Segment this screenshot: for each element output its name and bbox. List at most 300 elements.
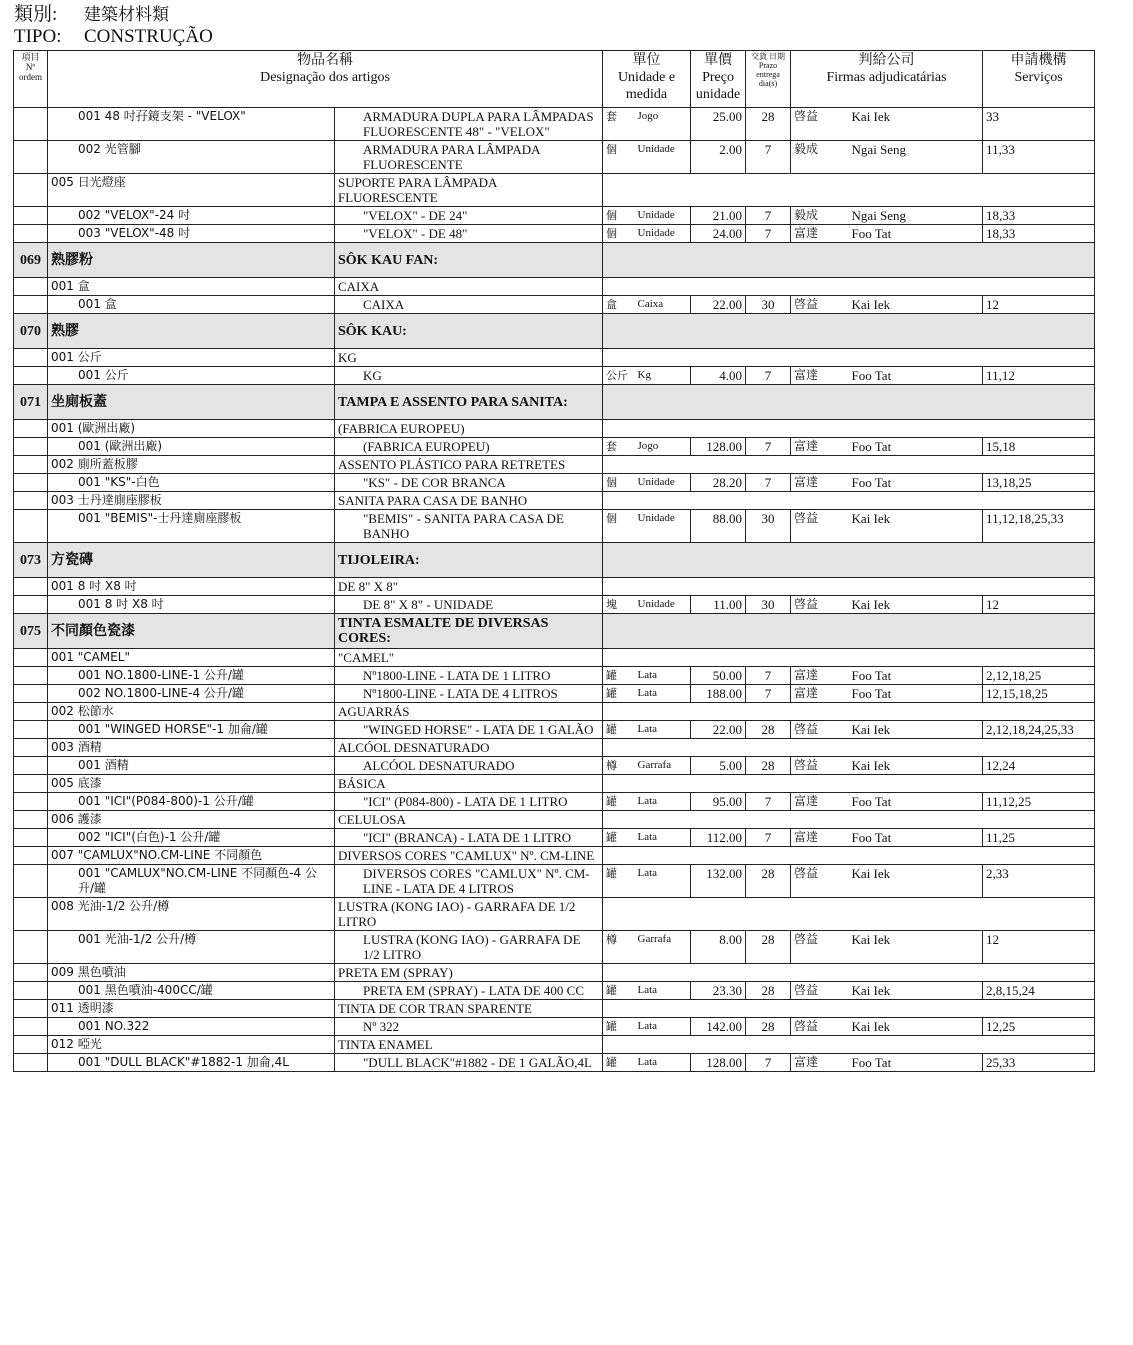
unit-zh: 樽 bbox=[603, 931, 635, 964]
item-name-pt: DE 8" X 8" - UNIDADE bbox=[335, 596, 603, 614]
item-name-zh: 002 "ICI"(白色)-1 公升/罐 bbox=[48, 829, 335, 847]
item-name-zh: 001 NO.1800-LINE-1 公升/罐 bbox=[48, 667, 335, 685]
col-unit-pt: Unidade e medida bbox=[617, 70, 676, 102]
subgroup-spacer bbox=[603, 492, 1095, 510]
unit-pt: Lata bbox=[635, 1054, 691, 1072]
unit-pt: Lata bbox=[635, 685, 691, 703]
item-number-cell bbox=[14, 931, 48, 964]
unit-pt: Unidade bbox=[635, 510, 691, 543]
subgroup-spacer bbox=[603, 278, 1095, 296]
item-number-cell bbox=[14, 721, 48, 739]
delivery-days: 7 bbox=[746, 829, 791, 847]
col-desc-pt: Designação dos artigos bbox=[260, 70, 390, 85]
subgroup-name-zh: 009 黑色噴油 bbox=[48, 964, 335, 982]
subgroup-row bbox=[14, 1000, 1095, 1018]
item-name-pt: Nº1800-LINE - LATA DE 1 LITRO bbox=[335, 667, 603, 685]
unit-zh: 罐 bbox=[603, 721, 635, 739]
subgroup-row bbox=[14, 847, 1095, 865]
subgroup-row bbox=[14, 1036, 1095, 1054]
category-line bbox=[14, 5, 169, 25]
services: 33 bbox=[983, 108, 1095, 141]
unit-price: 95.00 bbox=[691, 793, 746, 811]
subgroup-spacer bbox=[603, 811, 1095, 829]
firm-zh: 啓益 bbox=[791, 108, 849, 141]
unit-zh: 個 bbox=[603, 225, 635, 243]
group-row bbox=[14, 314, 1095, 349]
item-number-cell bbox=[14, 456, 48, 474]
item-name-pt: Nº 322 bbox=[335, 1018, 603, 1036]
col-unit-zh: 單位 bbox=[632, 53, 661, 68]
unit-pt: Garrafa bbox=[635, 757, 691, 775]
subgroup-name-zh: 001 "CAMEL" bbox=[48, 649, 335, 667]
firm-zh: 啓益 bbox=[791, 1018, 849, 1036]
services: 11,12 bbox=[983, 367, 1095, 385]
subgroup-name-zh: 005 日光燈座 bbox=[48, 174, 335, 207]
item-name-pt: "ICI" (BRANCA) - LATA DE 1 LITRO bbox=[335, 829, 603, 847]
item-number-cell bbox=[14, 578, 48, 596]
group-name-pt: TINTA ESMALTE DE DIVERSAS CORES: bbox=[335, 614, 603, 649]
unit-pt: Lata bbox=[635, 721, 691, 739]
firm-pt: Foo Tat bbox=[849, 829, 983, 847]
firm-pt: Ngai Seng bbox=[849, 141, 983, 174]
subgroup-name-pt: LUSTRA (KONG IAO) - GARRAFA DE 1/2 LITRO bbox=[335, 898, 603, 931]
delivery-days: 30 bbox=[746, 596, 791, 614]
subgroup-name-zh: 012 啞光 bbox=[48, 1036, 335, 1054]
item-number-cell bbox=[14, 847, 48, 865]
unit-zh: 罐 bbox=[603, 667, 635, 685]
services: 11,12,18,25,33 bbox=[983, 510, 1095, 543]
firm-pt: Foo Tat bbox=[849, 1054, 983, 1072]
subgroup-name-zh: 007 "CAMLUX"NO.CM-LINE 不同顏色 bbox=[48, 847, 335, 865]
col-serv-zh: 申請機構 bbox=[1010, 53, 1067, 68]
unit-zh: 罐 bbox=[603, 1018, 635, 1036]
item-number-cell bbox=[14, 982, 48, 1000]
subgroup-spacer bbox=[603, 1000, 1095, 1018]
col-item-header bbox=[14, 51, 48, 108]
firm-pt: Kai Iek bbox=[849, 721, 983, 739]
unit-pt: Garrafa bbox=[635, 931, 691, 964]
firm-pt: Kai Iek bbox=[849, 108, 983, 141]
item-number-cell bbox=[14, 174, 48, 207]
firm-pt: Foo Tat bbox=[849, 367, 983, 385]
unit-pt: Lata bbox=[635, 865, 691, 898]
delivery-days: 28 bbox=[746, 1018, 791, 1036]
col-desc-header bbox=[48, 51, 603, 108]
firm-zh: 啓益 bbox=[791, 296, 849, 314]
subgroup-name-pt: "CAMEL" bbox=[335, 649, 603, 667]
item-name-zh: 001 "DULL BLACK"#1882-1 加侖,4L bbox=[48, 1054, 335, 1072]
col-serv-pt: Serviços bbox=[1014, 70, 1063, 85]
table-row bbox=[14, 367, 1095, 385]
item-name-zh: 001 NO.322 bbox=[48, 1018, 335, 1036]
unit-zh: 公斤 bbox=[603, 367, 635, 385]
services: 2,12,18,24,25,33 bbox=[983, 721, 1095, 739]
delivery-days: 28 bbox=[746, 865, 791, 898]
group-row bbox=[14, 385, 1095, 420]
item-name-zh: 001 黑色噴油-400CC/罐 bbox=[48, 982, 335, 1000]
group-name-pt: SÔK KAU FAN: bbox=[335, 243, 603, 278]
item-name-zh: 001 "BEMIS"-士丹達廁座膠板 bbox=[48, 510, 335, 543]
subgroup-name-pt: ASSENTO PLÁSTICO PARA RETRETES bbox=[335, 456, 603, 474]
unit-pt: Unidade bbox=[635, 225, 691, 243]
subgroup-row bbox=[14, 964, 1095, 982]
group-name-zh: 方瓷磚 bbox=[48, 543, 335, 578]
group-name-zh: 不同顏色瓷漆 bbox=[48, 614, 335, 649]
type-value: CONSTRUÇÃO bbox=[84, 26, 213, 47]
col-serv-header bbox=[983, 51, 1095, 108]
item-number-cell bbox=[14, 964, 48, 982]
unit-zh: 罐 bbox=[603, 685, 635, 703]
subgroup-name-zh: 002 松節水 bbox=[48, 703, 335, 721]
group-row bbox=[14, 243, 1095, 278]
col-delivery-header bbox=[746, 51, 791, 108]
unit-price: 142.00 bbox=[691, 1018, 746, 1036]
services: 18,33 bbox=[983, 207, 1095, 225]
subgroup-spacer bbox=[603, 898, 1095, 931]
services: 12 bbox=[983, 296, 1095, 314]
delivery-days: 28 bbox=[746, 931, 791, 964]
table-row bbox=[14, 474, 1095, 492]
subgroup-spacer bbox=[603, 349, 1095, 367]
subgroup-spacer bbox=[603, 1036, 1095, 1054]
firm-zh: 啓益 bbox=[791, 757, 849, 775]
delivery-days: 7 bbox=[746, 438, 791, 456]
subgroup-name-pt: AGUARRÁS bbox=[335, 703, 603, 721]
item-name-pt: ARMADURA DUPLA PARA LÂMPADAS FLUORESCENTE 48" - "VELOX" bbox=[335, 108, 603, 141]
unit-price: 50.00 bbox=[691, 667, 746, 685]
unit-price: 11.00 bbox=[691, 596, 746, 614]
subgroup-name-pt: DIVERSOS CORES "CAMLUX" Nº. CM-LINE bbox=[335, 847, 603, 865]
price-table bbox=[13, 50, 1095, 1072]
group-spacer bbox=[603, 385, 1095, 420]
item-name-zh: 001 盒 bbox=[48, 296, 335, 314]
subgroup-name-pt: SANITA PARA CASA DE BANHO bbox=[335, 492, 603, 510]
subgroup-name-zh: 008 光油-1/2 公升/樽 bbox=[48, 898, 335, 931]
subgroup-name-pt: KG bbox=[335, 349, 603, 367]
firm-pt: Kai Iek bbox=[849, 1018, 983, 1036]
table-row bbox=[14, 931, 1095, 964]
delivery-days: 30 bbox=[746, 296, 791, 314]
item-name-zh: 001 "KS"-白色 bbox=[48, 474, 335, 492]
item-number-cell bbox=[14, 775, 48, 793]
unit-price: 24.00 bbox=[691, 225, 746, 243]
unit-zh: 罐 bbox=[603, 982, 635, 1000]
unit-zh: 罐 bbox=[603, 793, 635, 811]
subgroup-name-zh: 001 公斤 bbox=[48, 349, 335, 367]
delivery-days: 28 bbox=[746, 757, 791, 775]
table-row bbox=[14, 793, 1095, 811]
item-name-pt: "KS" - DE COR BRANCA bbox=[335, 474, 603, 492]
item-number-cell bbox=[14, 510, 48, 543]
table-row bbox=[14, 1018, 1095, 1036]
unit-pt: Lata bbox=[635, 829, 691, 847]
delivery-days: 28 bbox=[746, 982, 791, 1000]
item-number-cell bbox=[14, 757, 48, 775]
unit-price: 22.00 bbox=[691, 721, 746, 739]
subgroup-row bbox=[14, 420, 1095, 438]
subgroup-name-pt: BÁSICA bbox=[335, 775, 603, 793]
subgroup-row bbox=[14, 649, 1095, 667]
unit-pt: Unidade bbox=[635, 207, 691, 225]
subgroup-row bbox=[14, 492, 1095, 510]
firm-pt: Foo Tat bbox=[849, 667, 983, 685]
group-name-pt: SÔK KAU: bbox=[335, 314, 603, 349]
subgroup-name-zh: 005 底漆 bbox=[48, 775, 335, 793]
item-number-cell bbox=[14, 703, 48, 721]
unit-pt: Unidade bbox=[635, 141, 691, 174]
item-number-cell bbox=[14, 438, 48, 456]
subgroup-name-pt: ALCÓOL DESNATURADO bbox=[335, 739, 603, 757]
category-value: 建築材料類 bbox=[84, 5, 169, 25]
item-number-cell bbox=[14, 898, 48, 931]
services: 18,33 bbox=[983, 225, 1095, 243]
table-row bbox=[14, 596, 1095, 614]
subgroup-spacer bbox=[603, 703, 1095, 721]
delivery-days: 7 bbox=[746, 667, 791, 685]
unit-pt: Lata bbox=[635, 1018, 691, 1036]
group-name-pt: TAMPA E ASSENTO PARA SANITA: bbox=[335, 385, 603, 420]
unit-zh: 個 bbox=[603, 510, 635, 543]
group-name-zh: 熟膠 bbox=[48, 314, 335, 349]
unit-price: 112.00 bbox=[691, 829, 746, 847]
subgroup-name-zh: 001 (歐洲出廠) bbox=[48, 420, 335, 438]
firm-pt: Foo Tat bbox=[849, 225, 983, 243]
item-name-zh: 001 48 吋孖鏡支架 - "VELOX" bbox=[48, 108, 335, 141]
unit-zh: 個 bbox=[603, 207, 635, 225]
delivery-days: 7 bbox=[746, 225, 791, 243]
services: 12 bbox=[983, 931, 1095, 964]
delivery-days: 7 bbox=[746, 141, 791, 174]
services: 2,12,18,25 bbox=[983, 667, 1095, 685]
col-firm-header bbox=[791, 51, 983, 108]
type-line bbox=[14, 27, 213, 47]
firm-zh: 毅成 bbox=[791, 141, 849, 174]
item-name-zh: 001 "WINGED HORSE"-1 加侖/罐 bbox=[48, 721, 335, 739]
services: 11,12,25 bbox=[983, 793, 1095, 811]
subgroup-row bbox=[14, 578, 1095, 596]
services: 13,18,25 bbox=[983, 474, 1095, 492]
delivery-days: 7 bbox=[746, 367, 791, 385]
item-number-cell bbox=[14, 141, 48, 174]
item-name-pt: PRETA EM (SPRAY) - LATA DE 400 CC bbox=[335, 982, 603, 1000]
services: 25,33 bbox=[983, 1054, 1095, 1072]
item-name-zh: 002 NO.1800-LINE-4 公升/罐 bbox=[48, 685, 335, 703]
table-row bbox=[14, 438, 1095, 456]
item-number-cell bbox=[14, 296, 48, 314]
item-number-cell bbox=[14, 739, 48, 757]
group-spacer bbox=[603, 543, 1095, 578]
col-price-pt: Preço unidade bbox=[695, 70, 741, 102]
subgroup-name-pt: PRETA EM (SPRAY) bbox=[335, 964, 603, 982]
subgroup-spacer bbox=[603, 775, 1095, 793]
group-number: 069 bbox=[14, 243, 48, 278]
item-name-pt: "VELOX" - DE 48" bbox=[335, 225, 603, 243]
unit-price: 128.00 bbox=[691, 438, 746, 456]
item-name-pt: "DULL BLACK"#1882 - DE 1 GALÃO,4L bbox=[335, 1054, 603, 1072]
unit-price: 5.00 bbox=[691, 757, 746, 775]
delivery-days: 30 bbox=[746, 510, 791, 543]
col-unit-header bbox=[603, 51, 691, 108]
subgroup-spacer bbox=[603, 578, 1095, 596]
item-name-pt: KG bbox=[335, 367, 603, 385]
group-name-zh: 坐廁板蓋 bbox=[48, 385, 335, 420]
delivery-days: 7 bbox=[746, 474, 791, 492]
subgroup-spacer bbox=[603, 456, 1095, 474]
col-item-zh: 項目 bbox=[21, 52, 40, 62]
delivery-days: 7 bbox=[746, 207, 791, 225]
table-row bbox=[14, 757, 1095, 775]
table-row bbox=[14, 685, 1095, 703]
subgroup-spacer bbox=[603, 649, 1095, 667]
item-number-cell bbox=[14, 865, 48, 898]
item-number-cell bbox=[14, 1000, 48, 1018]
firm-zh: 啓益 bbox=[791, 982, 849, 1000]
unit-pt: Unidade bbox=[635, 596, 691, 614]
item-number-cell bbox=[14, 1018, 48, 1036]
firm-pt: Ngai Seng bbox=[849, 207, 983, 225]
delivery-days: 7 bbox=[746, 1054, 791, 1072]
unit-price: 22.00 bbox=[691, 296, 746, 314]
unit-pt: Caixa bbox=[635, 296, 691, 314]
table-header-row bbox=[14, 51, 1095, 108]
firm-zh: 啓益 bbox=[791, 721, 849, 739]
subgroup-spacer bbox=[603, 739, 1095, 757]
table-row bbox=[14, 667, 1095, 685]
item-name-pt: Nº1800-LINE - LATA DE 4 LITROS bbox=[335, 685, 603, 703]
subgroup-name-zh: 003 酒精 bbox=[48, 739, 335, 757]
item-number-cell bbox=[14, 649, 48, 667]
unit-pt: Kg bbox=[635, 367, 691, 385]
item-name-pt: (FABRICA EUROPEU) bbox=[335, 438, 603, 456]
subgroup-name-zh: 002 廁所蓋板膠 bbox=[48, 456, 335, 474]
subgroup-name-zh: 003 士丹達廁座膠板 bbox=[48, 492, 335, 510]
table-row bbox=[14, 829, 1095, 847]
firm-zh: 富達 bbox=[791, 793, 849, 811]
unit-zh: 罐 bbox=[603, 865, 635, 898]
services: 11,25 bbox=[983, 829, 1095, 847]
services: 12,25 bbox=[983, 1018, 1095, 1036]
firm-pt: Kai Iek bbox=[849, 931, 983, 964]
firm-pt: Kai Iek bbox=[849, 296, 983, 314]
category-label: 類別: bbox=[14, 4, 58, 25]
item-number-cell bbox=[14, 474, 48, 492]
services: 2,33 bbox=[983, 865, 1095, 898]
subgroup-spacer bbox=[603, 420, 1095, 438]
item-name-pt: "ICI" (P084-800) - LATA DE 1 LITRO bbox=[335, 793, 603, 811]
unit-zh: 個 bbox=[603, 474, 635, 492]
table-row bbox=[14, 207, 1095, 225]
item-name-pt: CAIXA bbox=[335, 296, 603, 314]
item-name-pt: LUSTRA (KONG IAO) - GARRAFA DE 1/2 LITRO bbox=[335, 931, 603, 964]
item-number-cell bbox=[14, 685, 48, 703]
unit-pt: Lata bbox=[635, 793, 691, 811]
item-number-cell bbox=[14, 207, 48, 225]
subgroup-row bbox=[14, 898, 1095, 931]
item-name-pt: ALCÓOL DESNATURADO bbox=[335, 757, 603, 775]
services: 11,33 bbox=[983, 141, 1095, 174]
services: 12,24 bbox=[983, 757, 1095, 775]
item-number-cell bbox=[14, 492, 48, 510]
subgroup-row bbox=[14, 775, 1095, 793]
subgroup-row bbox=[14, 174, 1095, 207]
subgroup-name-pt: CAIXA bbox=[335, 278, 603, 296]
item-name-zh: 001 (歐洲出廠) bbox=[48, 438, 335, 456]
subgroup-row bbox=[14, 278, 1095, 296]
col-desc-zh: 物品名稱 bbox=[297, 53, 353, 68]
item-number-cell bbox=[14, 667, 48, 685]
subgroup-name-pt: SUPORTE PARA LÂMPADA FLUORESCENTE bbox=[335, 174, 603, 207]
item-number-cell bbox=[14, 420, 48, 438]
unit-pt: Lata bbox=[635, 982, 691, 1000]
unit-pt: Jogo bbox=[635, 108, 691, 141]
item-number-cell bbox=[14, 811, 48, 829]
subgroup-row bbox=[14, 349, 1095, 367]
firm-pt: Kai Iek bbox=[849, 757, 983, 775]
unit-pt: Unidade bbox=[635, 474, 691, 492]
subgroup-name-zh: 011 透明漆 bbox=[48, 1000, 335, 1018]
delivery-days: 28 bbox=[746, 721, 791, 739]
table-row bbox=[14, 225, 1095, 243]
firm-zh: 啓益 bbox=[791, 865, 849, 898]
unit-price: 4.00 bbox=[691, 367, 746, 385]
subgroup-row bbox=[14, 703, 1095, 721]
subgroup-name-pt: TINTA ENAMEL bbox=[335, 1036, 603, 1054]
col-delivery-label: 交貨 日期 Prazo entrega dia(s) bbox=[751, 52, 786, 88]
item-name-pt: ARMADURA PARA LÂMPADA FLUORESCENTE bbox=[335, 141, 603, 174]
subgroup-name-zh: 001 8 吋 X8 吋 bbox=[48, 578, 335, 596]
group-row bbox=[14, 614, 1095, 649]
col-firm-zh: 判給公司 bbox=[858, 53, 915, 68]
group-number: 070 bbox=[14, 314, 48, 349]
subgroup-name-pt: DE 8" X 8" bbox=[335, 578, 603, 596]
item-name-pt: "VELOX" - DE 24" bbox=[335, 207, 603, 225]
subgroup-row bbox=[14, 456, 1095, 474]
firm-zh: 富達 bbox=[791, 685, 849, 703]
unit-zh: 罐 bbox=[603, 1054, 635, 1072]
table-row bbox=[14, 141, 1095, 174]
item-name-pt: DIVERSOS CORES "CAMLUX" Nº. CM-LINE - LATA DE 4 LITROS bbox=[335, 865, 603, 898]
col-item-pt: Nº ordem bbox=[19, 62, 42, 82]
item-name-zh: 001 公斤 bbox=[48, 367, 335, 385]
item-number-cell bbox=[14, 793, 48, 811]
firm-pt: Foo Tat bbox=[849, 438, 983, 456]
price-table-container bbox=[13, 50, 1094, 1072]
item-name-pt: "WINGED HORSE" - LATA DE 1 GALÃO bbox=[335, 721, 603, 739]
unit-zh: 個 bbox=[603, 141, 635, 174]
services: 2,8,15,24 bbox=[983, 982, 1095, 1000]
firm-pt: Kai Iek bbox=[849, 596, 983, 614]
firm-zh: 富達 bbox=[791, 829, 849, 847]
group-number: 071 bbox=[14, 385, 48, 420]
firm-zh: 啓益 bbox=[791, 510, 849, 543]
item-number-cell bbox=[14, 829, 48, 847]
unit-price: 21.00 bbox=[691, 207, 746, 225]
table-row bbox=[14, 108, 1095, 141]
table-row bbox=[14, 1054, 1095, 1072]
unit-zh: 套 bbox=[603, 438, 635, 456]
unit-pt: Jogo bbox=[635, 438, 691, 456]
item-name-zh: 002 "VELOX"-24 吋 bbox=[48, 207, 335, 225]
item-name-zh: 001 "CAMLUX"NO.CM-LINE 不同顏色-4 公升/罐 bbox=[48, 865, 335, 898]
subgroup-name-zh: 006 護漆 bbox=[48, 811, 335, 829]
firm-pt: Kai Iek bbox=[849, 865, 983, 898]
subgroup-row bbox=[14, 739, 1095, 757]
subgroup-row bbox=[14, 811, 1095, 829]
firm-zh: 啓益 bbox=[791, 596, 849, 614]
subgroup-name-pt: (FABRICA EUROPEU) bbox=[335, 420, 603, 438]
item-number-cell bbox=[14, 278, 48, 296]
firm-pt: Foo Tat bbox=[849, 474, 983, 492]
